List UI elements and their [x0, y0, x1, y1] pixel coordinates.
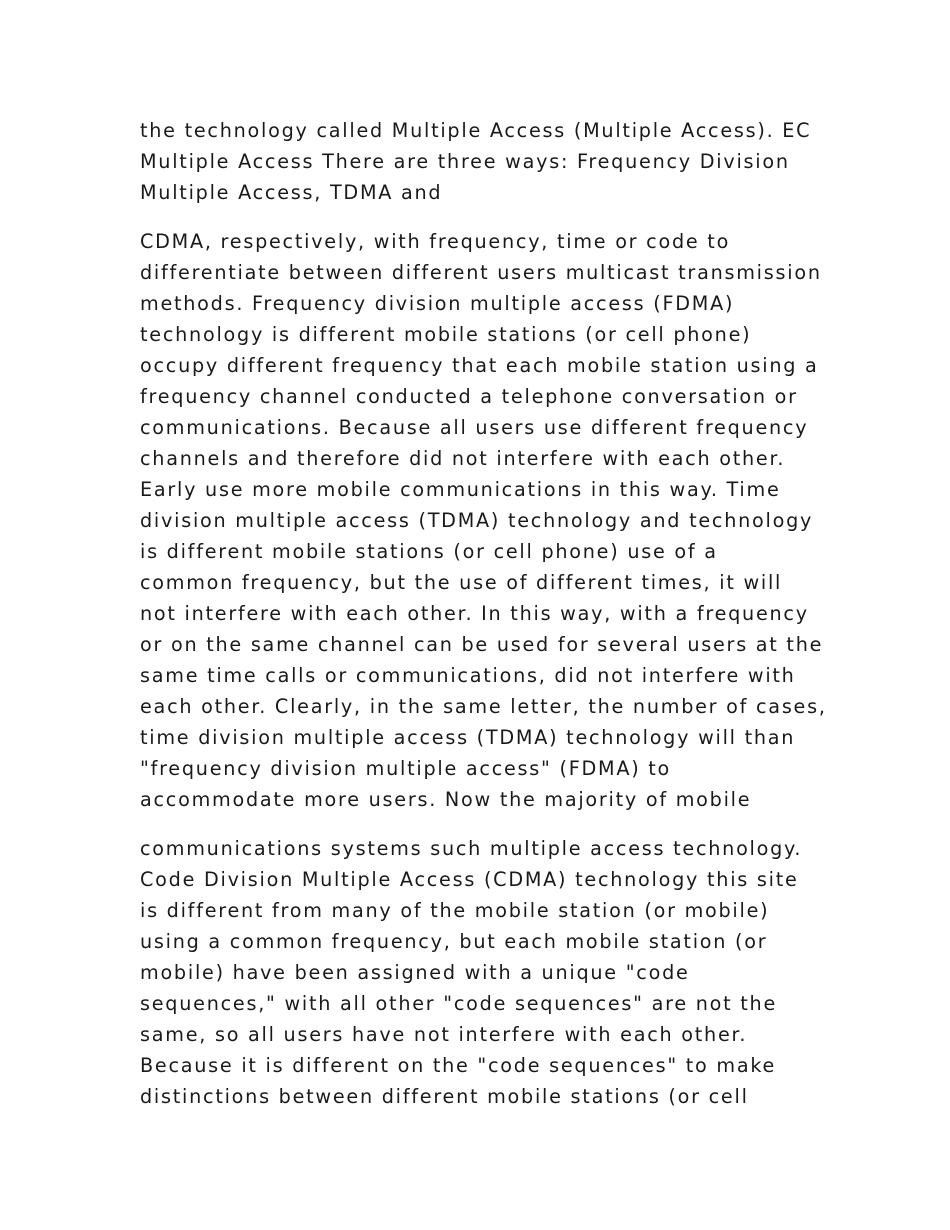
paragraph-line: accommodate more users. Now the majority of mobile: [140, 788, 752, 811]
paragraph-3: [140, 833, 830, 1112]
paragraph-line: same, so all users have not interfere with each other.: [140, 1023, 748, 1046]
paragraph-line: technology is different mobile stations (or cell phone): [140, 323, 752, 346]
paragraph-line: sequences," with all other "code sequences" are not the: [140, 992, 777, 1015]
paragraph-line: occupy different frequency that each mobile station using a: [140, 354, 819, 377]
paragraph-line: common frequency, but the use of different times, it will: [140, 571, 783, 594]
paragraph-line: differentiate between different users multicast transmission: [140, 261, 822, 284]
paragraph-line: channels and therefore did not interfere with each other.: [140, 447, 786, 470]
paragraph-line: is different mobile stations (or cell phone) use of a: [140, 540, 718, 563]
paragraph-line: each other. Clearly, in the same letter, the number of cases,: [140, 695, 827, 718]
paragraph-line: communications. Because all users use different frequency: [140, 416, 809, 439]
paragraph-line: Code Division Multiple Access (CDMA) technology this site: [140, 868, 799, 891]
paragraph-line: or on the same channel can be used for several users at the: [140, 633, 824, 656]
paragraph-line: time division multiple access (TDMA) technology will than: [140, 726, 796, 749]
paragraph-line: CDMA, respectively, with frequency, time or code to: [140, 230, 731, 253]
paragraph-line: communications systems such multiple access technology.: [140, 837, 803, 860]
paragraph-line: is different from many of the mobile station (or mobile): [140, 899, 770, 922]
paragraph-line: Multiple Access, TDMA and: [140, 181, 443, 204]
body-text: [140, 115, 830, 1130]
paragraph-line: the technology called Multiple Access (Multiple Access). EC: [140, 119, 812, 142]
paragraph-line: frequency channel conducted a telephone conversation or: [140, 385, 798, 408]
paragraph-line: Multiple Access There are three ways: Frequency Division: [140, 150, 790, 173]
paragraph-2: [140, 226, 830, 815]
paragraph-line: Because it is different on the "code sequences" to make: [140, 1054, 777, 1077]
paragraph-line: distinctions between different mobile stations (or cell: [140, 1085, 749, 1108]
paragraph-1: [140, 115, 830, 208]
paragraph-line: Early use more mobile communications in this way. Time: [140, 478, 781, 501]
paragraph-line: methods. Frequency division multiple access (FDMA): [140, 292, 735, 315]
paragraph-line: using a common frequency, but each mobile station (or: [140, 930, 768, 953]
paragraph-line: "frequency division multiple access" (FDMA) to: [140, 757, 672, 780]
paragraph-line: same time calls or communications, did not interfere with: [140, 664, 796, 687]
paragraph-line: not interfere with each other. In this way, with a frequency: [140, 602, 809, 625]
paragraph-line: mobile) have been assigned with a unique "code: [140, 961, 690, 984]
paragraph-line: division multiple access (TDMA) technology and technology: [140, 509, 814, 532]
